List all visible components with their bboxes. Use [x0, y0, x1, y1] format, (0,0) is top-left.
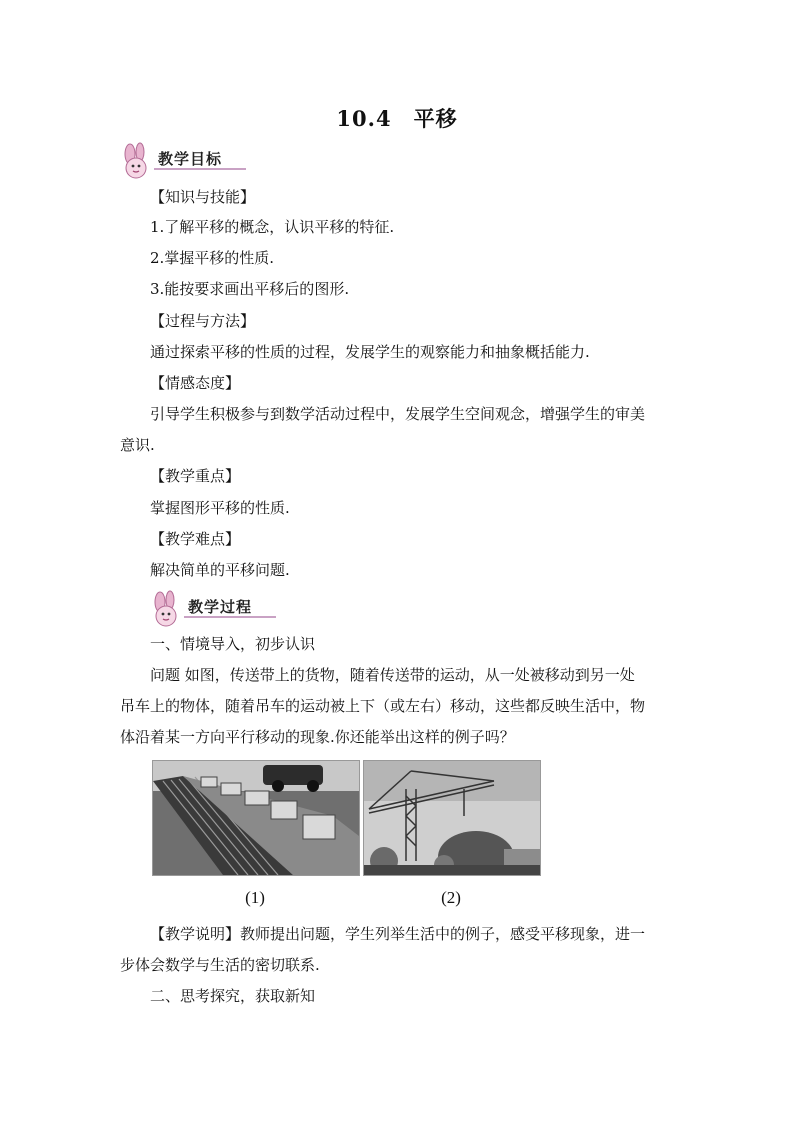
attitude-heading: 【情感态度】 [150, 374, 241, 392]
process-method-text: 通过探索平移的性质的过程，发展学生的观察能力和抽象概括能力. [150, 343, 590, 361]
header-underline [184, 616, 276, 618]
pencil-bunny-icon [148, 590, 186, 630]
figure-caption-2: (2) [441, 888, 461, 907]
process-header-label: 教学过程 [188, 598, 253, 616]
step1-title: 一、情境导入，初步认识 [150, 635, 316, 653]
key-point-heading: 【教学重点】 [150, 467, 241, 485]
objective-item-2: 2.掌握平移的性质. [150, 249, 275, 267]
teaching-note-line2: 步体会数学与生活的密切联系. [120, 956, 320, 974]
question-line3: 体沿着某一方向平行移动的现象.你还能举出这样的例子吗？ [120, 728, 515, 746]
conveyor-belt-photo [152, 760, 360, 876]
process-method-heading: 【过程与方法】 [150, 312, 256, 330]
question-line1: 问题 如图，传送带上的货物，随着传送带的运动，从一处被移动到另一处 [150, 666, 635, 684]
step2-title: 二、思考探究，获取新知 [150, 987, 316, 1005]
pencil-bunny-icon [118, 142, 156, 182]
objectives-header-label: 教学目标 [158, 150, 223, 168]
objective-item-1: 1.了解平移的概念，认识平移的特征. [150, 218, 395, 236]
objective-item-3: 3.能按要求画出平移后的图形. [150, 280, 350, 298]
question-line2: 吊车上的物体，随着吊车的运动被上下（或左右）移动，这些都反映生活中，物 [120, 697, 646, 715]
figure-caption-1: (1) [245, 888, 265, 907]
teaching-note-line1: 【教学说明】教师提出问题，学生列举生活中的例子，感受平移现象，进一 [150, 925, 646, 943]
key-point-text: 掌握图形平移的性质. [150, 499, 290, 517]
section-header-objectives [118, 142, 248, 182]
knowledge-heading: 【知识与技能】 [150, 188, 256, 206]
tower-crane-photo [363, 760, 541, 876]
header-underline [154, 168, 246, 170]
page-title: 10.4 平移 [336, 106, 458, 131]
section-header-process [118, 590, 278, 630]
difficult-point-text: 解决简单的平移问题. [150, 561, 290, 579]
attitude-text-line2: 意识. [120, 436, 155, 454]
difficult-point-heading: 【教学难点】 [150, 530, 241, 548]
attitude-text-line1: 引导学生积极参与到数学活动过程中，发展学生空间观念，增强学生的审美 [150, 405, 646, 423]
